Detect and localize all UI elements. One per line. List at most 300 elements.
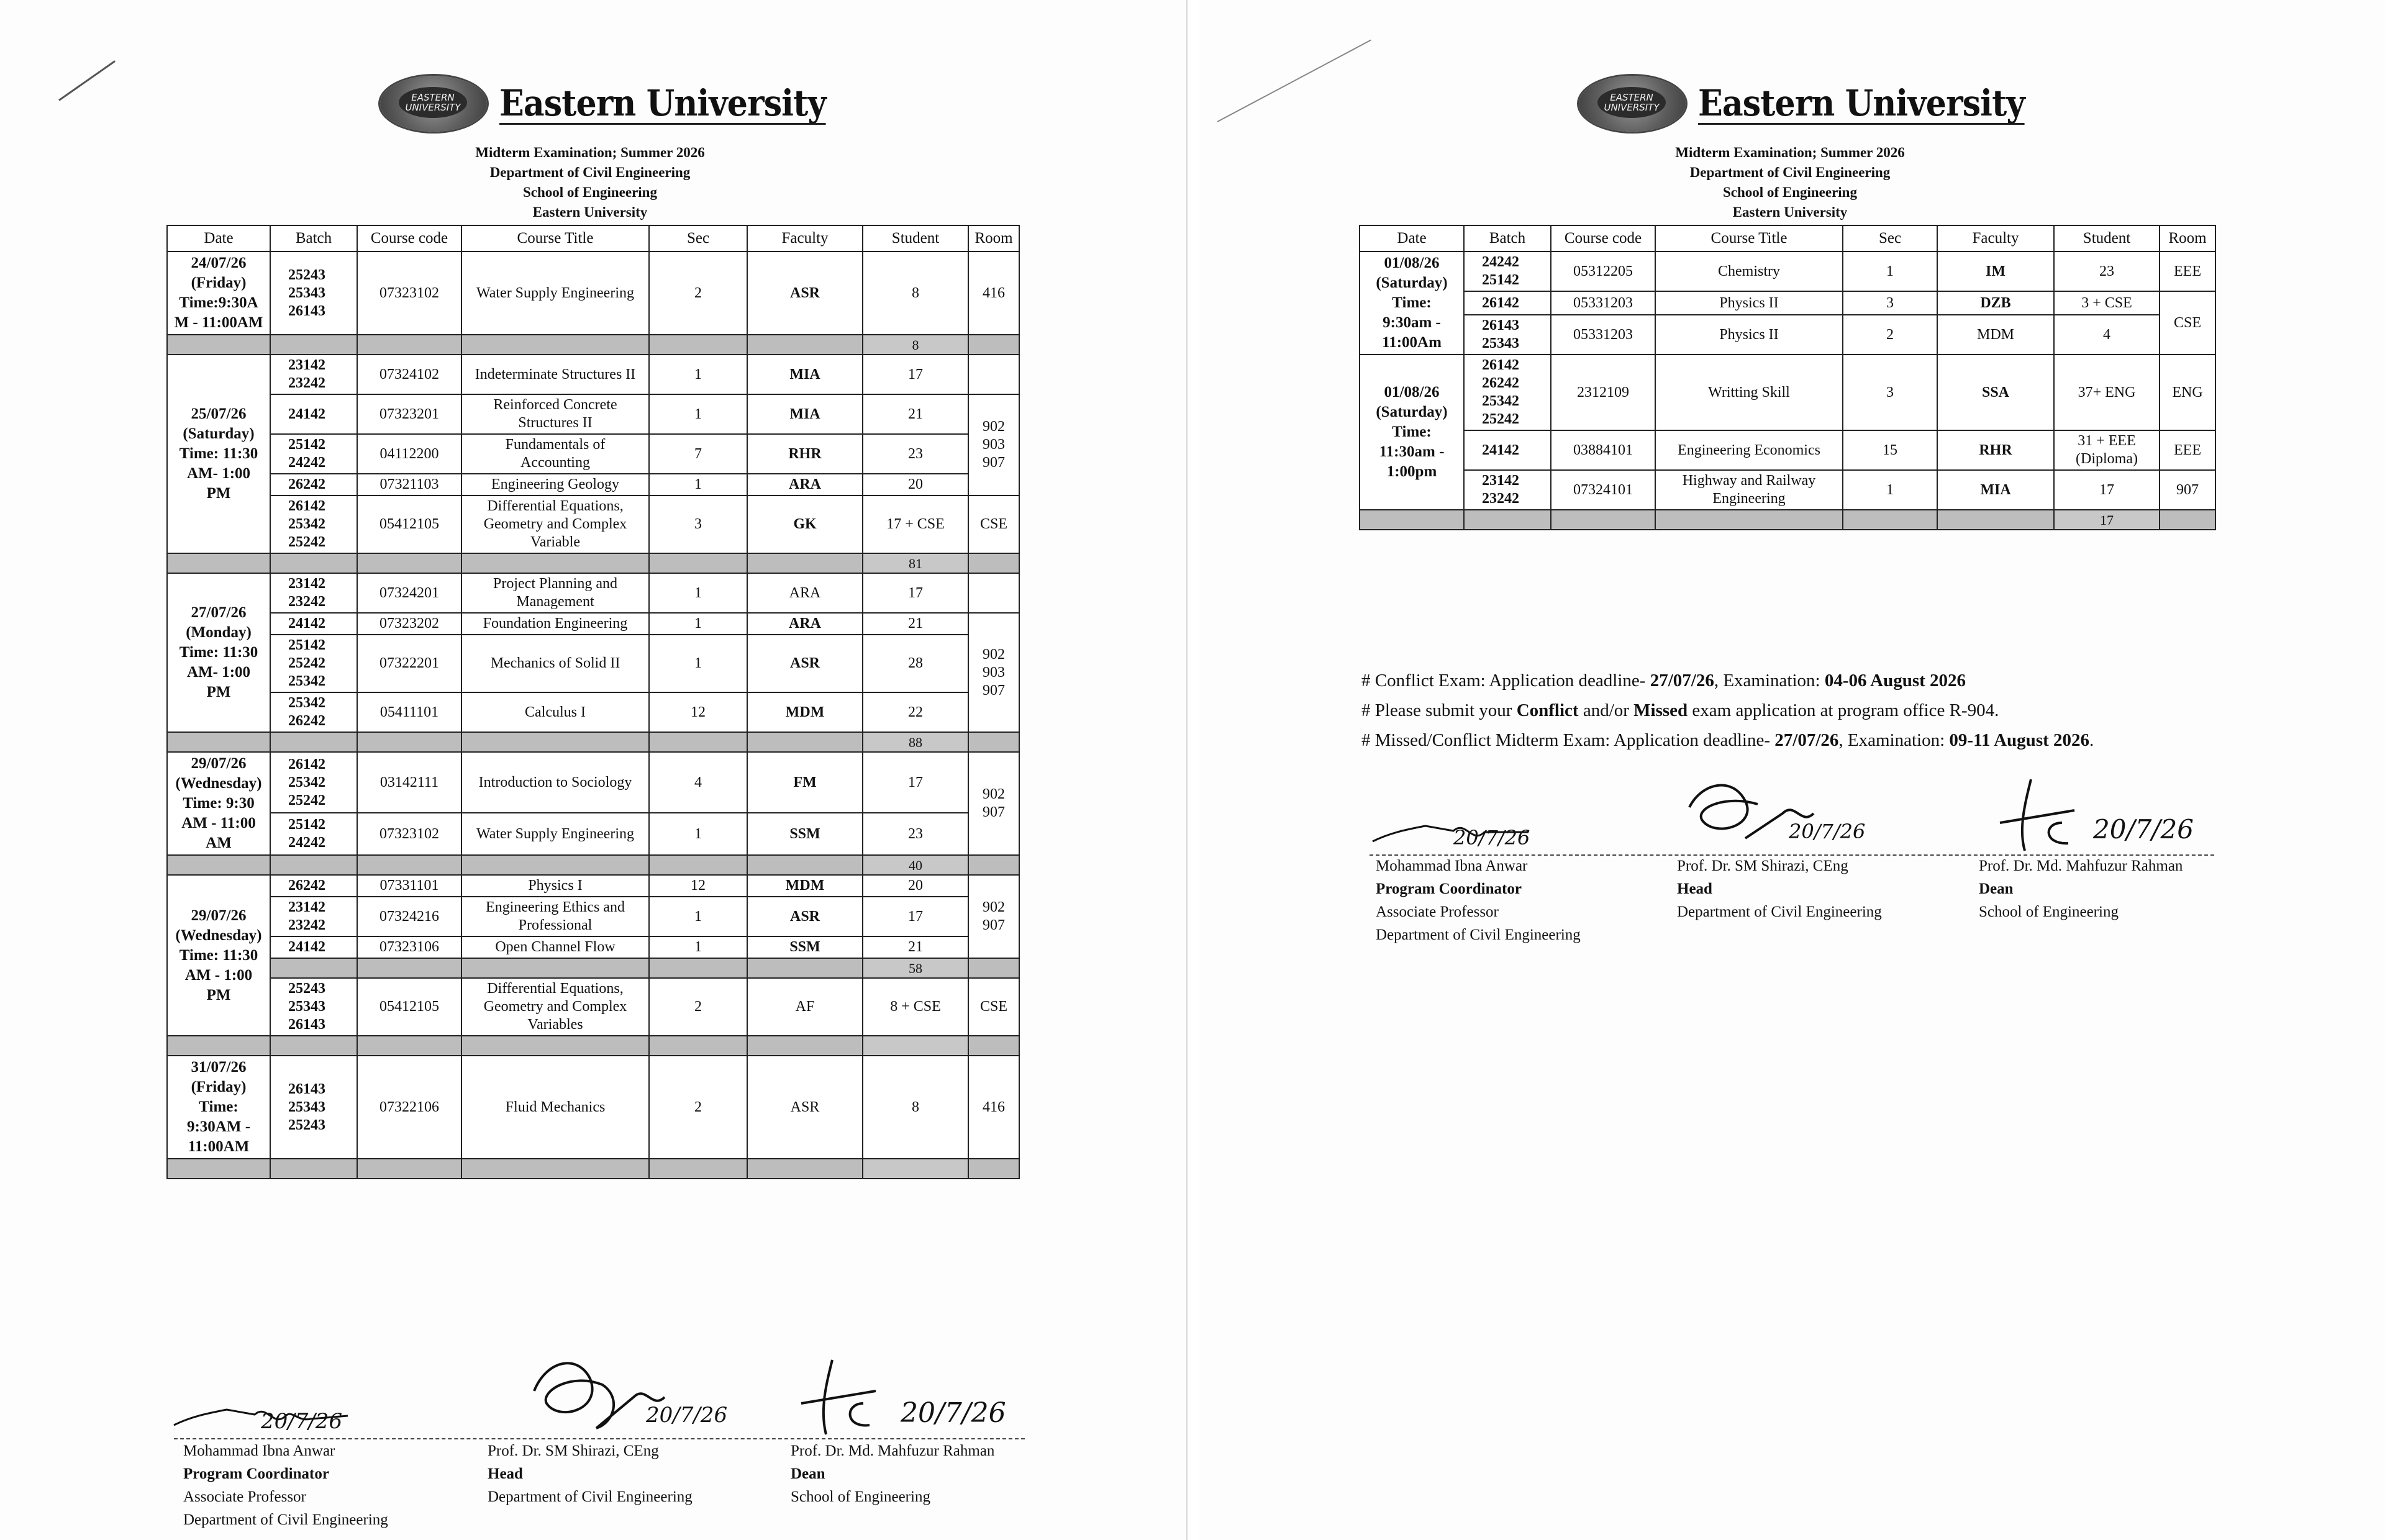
batch-value: 25343 bbox=[288, 999, 325, 1015]
batch-value: 25142 bbox=[1482, 272, 1519, 288]
total-value bbox=[863, 1036, 968, 1056]
course-title-line: Differential Equations, bbox=[487, 498, 624, 514]
batch-cell bbox=[270, 251, 357, 335]
course-code: 05412105 bbox=[357, 496, 461, 553]
course-code: 05412105 bbox=[357, 978, 461, 1036]
batch-value: 25242 bbox=[288, 655, 325, 671]
student-count: 4 bbox=[2054, 315, 2160, 355]
section: 1 bbox=[649, 355, 747, 394]
total-value bbox=[863, 1159, 968, 1179]
room-cell bbox=[968, 251, 1019, 335]
batch-cell bbox=[270, 692, 357, 732]
subtotal-cell bbox=[461, 958, 649, 978]
total-cell bbox=[747, 335, 863, 355]
batch-value: 23142 bbox=[288, 899, 325, 915]
note-text: exam application at program office R-904. bbox=[1688, 700, 1999, 720]
date-line: 9:30am - bbox=[1383, 314, 1441, 331]
room-cell bbox=[968, 496, 1019, 553]
sig-line4: Department of Civil Engineering bbox=[183, 1511, 388, 1528]
section: 2 bbox=[649, 1056, 747, 1159]
column-header: Course code bbox=[357, 225, 461, 251]
total-cell bbox=[461, 732, 649, 752]
subheader-block bbox=[1573, 143, 2007, 222]
batch-value: 23242 bbox=[288, 594, 325, 610]
total-cell bbox=[1551, 510, 1655, 530]
student-count: 21 bbox=[863, 936, 968, 958]
scratch-mark bbox=[58, 60, 116, 101]
date-line: 24/07/26 bbox=[191, 255, 247, 271]
faculty: ASR bbox=[747, 251, 863, 335]
sig-date-mid: 20/7/26 bbox=[646, 1403, 728, 1428]
total-cell bbox=[747, 855, 863, 875]
faculty: SSM bbox=[747, 813, 863, 855]
total-cell bbox=[968, 553, 1019, 573]
batch-value: 26142 bbox=[288, 498, 325, 514]
student-count: 20 bbox=[863, 875, 968, 897]
batch-cell bbox=[270, 496, 357, 553]
course-title-line: Mechanics of Solid II bbox=[490, 655, 620, 671]
table-row bbox=[167, 613, 1019, 635]
student-count: 21 bbox=[863, 613, 968, 635]
signatory-coordinator bbox=[183, 1439, 388, 1531]
course-code: 07331101 bbox=[357, 875, 461, 897]
date-line: (Friday) bbox=[191, 1079, 247, 1095]
total-cell bbox=[1843, 510, 1937, 530]
course-title-line: Professional bbox=[518, 917, 593, 933]
batch-cell bbox=[270, 1056, 357, 1159]
section: 1 bbox=[649, 613, 747, 635]
table-row bbox=[167, 1056, 1019, 1159]
course-title bbox=[461, 692, 649, 732]
course-code: 05331203 bbox=[1551, 291, 1655, 315]
logo-text: EASTERN UNIVERSITY bbox=[1604, 92, 1660, 113]
room-cell bbox=[2160, 430, 2215, 470]
course-title-line: Chemistry bbox=[1718, 263, 1780, 279]
course-title-line: Engineering bbox=[1712, 491, 1786, 507]
total-value: 81 bbox=[863, 553, 968, 573]
section: 15 bbox=[1843, 430, 1937, 470]
signature-head-icon bbox=[1677, 770, 1888, 857]
section: 3 bbox=[649, 496, 747, 553]
scratch-mark bbox=[1217, 40, 1371, 122]
signature-coordinator-icon bbox=[168, 1391, 354, 1441]
course-code: 07323102 bbox=[357, 251, 461, 335]
signatory-head bbox=[488, 1439, 693, 1508]
course-title-line: Accounting bbox=[520, 455, 590, 471]
room-cell bbox=[2160, 251, 2215, 291]
course-code: 05312205 bbox=[1551, 251, 1655, 291]
course-title-line: Calculus I bbox=[525, 704, 586, 720]
batch-value: 26242 bbox=[1482, 375, 1519, 391]
room-cell bbox=[968, 355, 1019, 394]
university-logo-icon bbox=[1579, 76, 1686, 132]
total-cell bbox=[649, 553, 747, 573]
sig-line4: Department of Civil Engineering bbox=[1376, 926, 1581, 943]
total-cell bbox=[461, 1036, 649, 1056]
signature-dean-icon bbox=[783, 1348, 1043, 1441]
student-count: 31 + EEE (Diploma) bbox=[2054, 430, 2160, 470]
course-title-line: Fundamentals of bbox=[505, 437, 606, 453]
date-line: 11:00AM bbox=[188, 1138, 250, 1155]
table-row bbox=[167, 936, 1019, 958]
total-cell bbox=[167, 732, 270, 752]
course-code: 07323102 bbox=[357, 813, 461, 855]
total-cell bbox=[968, 1159, 1019, 1179]
course-title bbox=[461, 474, 649, 496]
course-title bbox=[461, 355, 649, 394]
table-row bbox=[1360, 251, 2215, 291]
date-line: (Friday) bbox=[191, 274, 247, 291]
room-value: EEE bbox=[2174, 442, 2201, 458]
total-cell bbox=[2160, 510, 2215, 530]
batch-cell bbox=[270, 897, 357, 936]
student-count: 37+ ENG bbox=[2054, 355, 2160, 430]
sig-role: Dean bbox=[791, 1465, 825, 1482]
course-title bbox=[461, 752, 649, 813]
room-value: 907 bbox=[983, 455, 1005, 471]
room-value: 907 bbox=[983, 682, 1005, 699]
section: 1 bbox=[649, 474, 747, 496]
batch-value: 24242 bbox=[288, 835, 325, 851]
batch-value: 25243 bbox=[288, 1116, 325, 1133]
section: 1 bbox=[649, 635, 747, 692]
batch-cell bbox=[1464, 355, 1551, 430]
date-line: (Wednesday) bbox=[175, 926, 262, 944]
total-cell bbox=[649, 855, 747, 875]
course-title-line: Geometry and Complex bbox=[483, 999, 627, 1015]
subtotal-value: 58 bbox=[863, 958, 968, 978]
table-row bbox=[167, 434, 1019, 474]
date-line: PM bbox=[206, 684, 231, 700]
table-row bbox=[1360, 315, 2215, 355]
sig-role: Head bbox=[488, 1465, 523, 1482]
room-value: 907 bbox=[2176, 481, 2199, 498]
course-title-line: Open Channel Flow bbox=[495, 939, 616, 955]
room-value: 907 bbox=[983, 917, 1005, 933]
sig-line3: School of Engineering bbox=[791, 1488, 930, 1505]
total-cell bbox=[968, 732, 1019, 752]
batch-value: 23242 bbox=[1482, 491, 1519, 507]
course-title-line: Variables bbox=[527, 1017, 583, 1033]
date-line: AM- 1:00 bbox=[186, 465, 251, 482]
course-title-line: Water Supply Engineering bbox=[476, 284, 634, 301]
batch-cell bbox=[270, 635, 357, 692]
batch-value: 25243 bbox=[288, 981, 325, 997]
header bbox=[380, 76, 862, 132]
total-cell bbox=[747, 732, 863, 752]
room-cell bbox=[968, 875, 1019, 958]
section: 4 bbox=[649, 752, 747, 813]
course-code: 07324216 bbox=[357, 897, 461, 936]
batch-value: 25242 bbox=[288, 792, 325, 808]
student-count: 17 bbox=[863, 573, 968, 613]
room-cell bbox=[968, 394, 1019, 496]
batch-value: 26142 bbox=[1482, 357, 1519, 373]
room-value: 902 bbox=[983, 786, 1005, 802]
faculty: MIA bbox=[1937, 470, 2054, 510]
batch-cell bbox=[270, 752, 357, 813]
course-title bbox=[461, 251, 649, 335]
course-code: 2312109 bbox=[1551, 355, 1655, 430]
course-code: 07323202 bbox=[357, 613, 461, 635]
total-cell bbox=[968, 1036, 1019, 1056]
notes-block bbox=[1361, 666, 2094, 755]
sig-role: Program Coordinator bbox=[183, 1465, 329, 1482]
date-cell bbox=[167, 1056, 270, 1159]
date-line: AM - 11:00 bbox=[181, 815, 256, 831]
sig-line3: Department of Civil Engineering bbox=[488, 1488, 693, 1505]
total-cell bbox=[357, 553, 461, 573]
department-line: Department of Civil Engineering bbox=[1689, 165, 1891, 180]
student-count: 17 bbox=[863, 355, 968, 394]
course-title bbox=[461, 897, 649, 936]
date-cell bbox=[167, 752, 270, 855]
total-cell bbox=[649, 335, 747, 355]
faculty: SSA bbox=[1937, 355, 2054, 430]
room-value: EEE bbox=[2174, 263, 2201, 279]
column-header: Sec bbox=[1843, 225, 1937, 251]
total-cell bbox=[357, 855, 461, 875]
batch-value: 26142 bbox=[288, 756, 325, 772]
sig-line3: School of Engineering bbox=[1979, 904, 2119, 920]
table-row bbox=[167, 573, 1019, 613]
course-title-line: Variable bbox=[530, 534, 580, 550]
student-count: 23 bbox=[863, 434, 968, 474]
total-cell bbox=[270, 553, 357, 573]
batch-value: 23142 bbox=[288, 357, 325, 373]
section: 1 bbox=[649, 394, 747, 434]
room-value: 416 bbox=[983, 284, 1005, 301]
batch-value: 26143 bbox=[1482, 317, 1519, 333]
subtotal-cell bbox=[968, 958, 1019, 978]
date-line: AM - 1:00 bbox=[184, 966, 253, 984]
sig-name: Mohammad Ibna Anwar bbox=[183, 1443, 335, 1459]
faculty: MIA bbox=[747, 394, 863, 434]
table-row bbox=[167, 355, 1019, 394]
course-code: 07323201 bbox=[357, 394, 461, 434]
student-count: 21 bbox=[863, 394, 968, 434]
course-title bbox=[461, 496, 649, 553]
room-value: 903 bbox=[983, 437, 1005, 453]
note-emphasis: Conflict bbox=[1516, 700, 1579, 720]
course-code: 05411101 bbox=[357, 692, 461, 732]
course-title-line: Management bbox=[516, 594, 594, 610]
sig-date-right: 20/7/26 bbox=[2093, 814, 2194, 845]
column-header: Date bbox=[1360, 225, 1464, 251]
signature-head-icon bbox=[522, 1348, 733, 1441]
batch-value: 26142 bbox=[1482, 294, 1519, 311]
total-cell bbox=[357, 1159, 461, 1179]
note-emphasis: 27/07/26 bbox=[1650, 671, 1714, 691]
room-value: ENG bbox=[2172, 384, 2203, 401]
section: 1 bbox=[649, 573, 747, 613]
date-line: Time:9:30A bbox=[179, 294, 258, 311]
note-text: # Missed/Conflict Midterm Exam: Application deadline- bbox=[1361, 730, 1775, 750]
course-title-line: Highway and Railway bbox=[1682, 473, 1816, 489]
logo-text: EASTERN UNIVERSITY bbox=[405, 92, 461, 113]
date-line: M - 11:00AM bbox=[174, 314, 263, 331]
batch-value: 25243 bbox=[288, 266, 325, 283]
table-body bbox=[1360, 251, 2215, 530]
batch-value: 25343 bbox=[1482, 335, 1519, 351]
course-code: 07324101 bbox=[1551, 470, 1655, 510]
student-count: 22 bbox=[863, 692, 968, 732]
course-code: 05331203 bbox=[1551, 315, 1655, 355]
batch-value: 25342 bbox=[288, 673, 325, 689]
batch-value: 24142 bbox=[288, 615, 325, 632]
total-cell bbox=[357, 732, 461, 752]
batch-cell bbox=[270, 813, 357, 855]
date-line: (Monday) bbox=[186, 624, 252, 641]
room-value: 903 bbox=[983, 664, 1005, 681]
date-line: Time: bbox=[1392, 294, 1432, 311]
note-text: # Please submit your bbox=[1361, 700, 1517, 720]
section: 2 bbox=[649, 978, 747, 1036]
table-row bbox=[167, 692, 1019, 732]
date-cell bbox=[167, 573, 270, 732]
date-line: 25/07/26 bbox=[191, 405, 247, 422]
course-title bbox=[1655, 251, 1843, 291]
batch-value: 25242 bbox=[1482, 411, 1519, 427]
course-code: 07323106 bbox=[357, 936, 461, 958]
note-line bbox=[1361, 695, 2094, 725]
batch-value: 23242 bbox=[288, 917, 325, 933]
batch-cell bbox=[270, 875, 357, 897]
sig-date-left: 20/7/26 bbox=[1453, 826, 1530, 849]
batch-value: 23142 bbox=[288, 576, 325, 592]
date-line: (Saturday) bbox=[183, 425, 255, 442]
table-row bbox=[1360, 430, 2215, 470]
total-cell bbox=[357, 1036, 461, 1056]
batch-value: 26242 bbox=[288, 476, 325, 492]
note-text: , Examination: bbox=[1838, 730, 1950, 750]
total-cell bbox=[649, 732, 747, 752]
section: 1 bbox=[1843, 251, 1937, 291]
total-cell bbox=[357, 335, 461, 355]
department-line: Department of Civil Engineering bbox=[489, 165, 691, 180]
date-line: Time: 11:30 bbox=[179, 946, 258, 964]
faculty: ASR bbox=[747, 635, 863, 692]
student-count: 3 + CSE bbox=[2054, 291, 2160, 315]
note-emphasis: Missed bbox=[1633, 700, 1688, 720]
section: 3 bbox=[1843, 291, 1937, 315]
note-text: # Conflict Exam: Application deadline- bbox=[1361, 671, 1650, 691]
date-cell bbox=[167, 875, 270, 1036]
table-row bbox=[167, 978, 1019, 1036]
room-cell bbox=[968, 1056, 1019, 1159]
section: 2 bbox=[649, 251, 747, 335]
total-row bbox=[167, 1036, 1019, 1056]
room-value: CSE bbox=[2173, 314, 2201, 331]
date-line: 01/08/26 bbox=[1384, 255, 1440, 271]
room-value: CSE bbox=[979, 999, 1007, 1015]
course-title bbox=[1655, 430, 1843, 470]
date-line: 27/07/26 bbox=[191, 604, 247, 621]
university-line: Eastern University bbox=[532, 204, 648, 220]
column-header: Course Title bbox=[1655, 225, 1843, 251]
subtotal-cell bbox=[747, 958, 863, 978]
room-value: 907 bbox=[983, 804, 1005, 820]
batch-cell bbox=[1464, 470, 1551, 510]
date-line: Time: 11:30 bbox=[179, 445, 258, 462]
course-title bbox=[461, 875, 649, 897]
total-cell bbox=[461, 335, 649, 355]
faculty: IM bbox=[1937, 251, 2054, 291]
course-title bbox=[1655, 315, 1843, 355]
column-header: Batch bbox=[1464, 225, 1551, 251]
section: 7 bbox=[649, 434, 747, 474]
note-text: , Examination: bbox=[1714, 671, 1825, 691]
course-code: 07322106 bbox=[357, 1056, 461, 1159]
subtotal-cell bbox=[270, 958, 357, 978]
faculty: MDM bbox=[747, 692, 863, 732]
column-header: Student bbox=[863, 225, 968, 251]
total-cell bbox=[270, 335, 357, 355]
course-title bbox=[1655, 291, 1843, 315]
batch-cell bbox=[270, 936, 357, 958]
date-line: 11:00Am bbox=[1382, 334, 1442, 351]
table-body bbox=[167, 251, 1019, 1179]
faculty: DZB bbox=[1937, 291, 2054, 315]
faculty: ARA bbox=[747, 613, 863, 635]
total-cell bbox=[1937, 510, 2054, 530]
header-row bbox=[1360, 225, 2215, 251]
total-cell bbox=[1464, 510, 1551, 530]
section: 1 bbox=[1843, 470, 1937, 510]
course-title-line: Physics I bbox=[528, 877, 583, 894]
room-cell bbox=[968, 752, 1019, 855]
batch-value: 25142 bbox=[288, 637, 325, 653]
total-cell bbox=[270, 1036, 357, 1056]
batch-value: 25342 bbox=[1482, 393, 1519, 409]
total-value: 88 bbox=[863, 732, 968, 752]
course-title-line: Fluid Mechanics bbox=[505, 1098, 606, 1115]
column-header: Room bbox=[2160, 225, 2215, 251]
course-title bbox=[1655, 470, 1843, 510]
date-line: PM bbox=[206, 485, 231, 502]
batch-cell bbox=[1464, 291, 1551, 315]
total-cell bbox=[747, 1159, 863, 1179]
course-code: 03884101 bbox=[1551, 430, 1655, 470]
room-value: CSE bbox=[979, 516, 1007, 532]
course-title bbox=[461, 434, 649, 474]
note-emphasis: 27/07/26 bbox=[1774, 730, 1839, 750]
total-cell bbox=[968, 855, 1019, 875]
schedule-table-left bbox=[166, 225, 1020, 1179]
section: 2 bbox=[1843, 315, 1937, 355]
student-count: 17 bbox=[863, 897, 968, 936]
faculty: RHR bbox=[747, 434, 863, 474]
faculty: MIA bbox=[747, 355, 863, 394]
faculty: MDM bbox=[747, 875, 863, 897]
batch-cell bbox=[1464, 251, 1551, 291]
batch-value: 25343 bbox=[288, 1098, 325, 1115]
table-row bbox=[167, 813, 1019, 855]
student-count: 20 bbox=[863, 474, 968, 496]
section: 12 bbox=[649, 692, 747, 732]
school-line: School of Engineering bbox=[523, 184, 657, 200]
faculty: MDM bbox=[1937, 315, 2054, 355]
university-name: Eastern University bbox=[1698, 81, 2025, 124]
course-code: 03142111 bbox=[357, 752, 461, 813]
date-cell bbox=[167, 355, 270, 553]
room-cell bbox=[2160, 355, 2215, 430]
student-count: 8 bbox=[863, 251, 968, 335]
course-title-line: Foundation Engineering bbox=[483, 615, 628, 632]
batch-value: 23142 bbox=[1482, 473, 1519, 489]
date-line: Time: 9:30 bbox=[183, 795, 255, 812]
batch-value: 26143 bbox=[288, 1017, 325, 1033]
